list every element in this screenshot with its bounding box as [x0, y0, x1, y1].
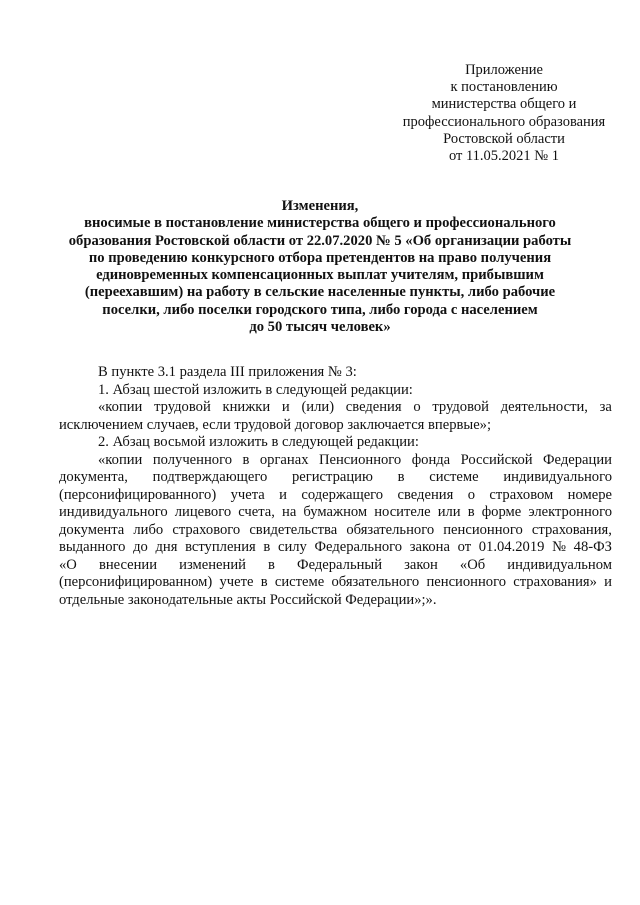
item2-quote-line [59, 469, 612, 487]
word: страхования, [531, 521, 612, 538]
word: бумажном [303, 504, 368, 520]
word: в [467, 504, 475, 520]
word: обязательного [331, 574, 420, 590]
item2-heading: 2. Абзац восьмой изложить в следующей редакции: [98, 434, 419, 450]
word: закон [404, 556, 438, 573]
word: Пенсионного [318, 451, 402, 468]
word: документа, [59, 469, 128, 485]
word: о [467, 486, 475, 503]
word: электронного [528, 504, 612, 520]
word: носителе [374, 504, 431, 520]
appendix-line: к постановлению [450, 79, 558, 96]
word: «Об [459, 556, 486, 573]
word: Федерации [543, 451, 612, 468]
word: от [457, 539, 472, 555]
word: внесении [98, 556, 158, 573]
word: либо [133, 521, 164, 538]
word: в [260, 574, 268, 590]
word: закона [409, 539, 450, 555]
item2-quote-line: отдельные законодательные акты Российской Федерации»;». [59, 591, 437, 608]
word: форме [481, 504, 522, 520]
item2-quote-line [59, 574, 612, 592]
word: страхования» [513, 574, 597, 590]
word: № [552, 539, 567, 555]
item2-quote-line [59, 539, 612, 557]
word: подтверждающего [152, 469, 268, 485]
word: Российской [460, 451, 533, 468]
item2-quote-line [59, 557, 612, 575]
word: до [133, 539, 148, 555]
item2-quote-line [59, 522, 612, 540]
word: выданного [59, 539, 126, 555]
word: и [281, 399, 290, 415]
word: «копии [98, 451, 143, 468]
appendix-line: профессионального образования [402, 113, 606, 130]
word: свидетельства [249, 521, 338, 538]
title-line: вносимые в постановление министерства общего и профессионального [84, 215, 556, 232]
word: в [397, 469, 405, 485]
word: сведения [345, 399, 402, 415]
item2-quote-line [59, 504, 612, 522]
appendix-block [380, 62, 628, 165]
title-line: до 50 тысяч человек» [249, 319, 391, 336]
word: Федерального [314, 539, 403, 555]
appendix-line: Ростовской области [443, 130, 565, 147]
document-body [59, 364, 612, 609]
word: за [599, 399, 612, 415]
title-line: единовременных компенсационных выплат учителям, прибывшим [96, 267, 544, 284]
appendix-date-line: от 11.05.2021 № 1 [448, 148, 560, 165]
word: полученного [152, 451, 232, 468]
word: и [279, 486, 287, 503]
item2-quote-line [59, 452, 612, 470]
word: счета, [238, 504, 275, 520]
item1-quote-line: исключением случаев, если трудовой договор заключается впервые»; [59, 416, 492, 433]
word: дня [155, 539, 178, 555]
word: вступления [185, 539, 256, 555]
word: страхового [172, 521, 241, 538]
word: учета [230, 486, 265, 503]
appendix-line: Приложение [465, 62, 543, 78]
word: или [437, 504, 461, 520]
title-line: поселки, либо поселки городского типа, либо города с населением [102, 301, 538, 318]
word: трудовой [432, 399, 489, 415]
word: системе [274, 574, 325, 590]
title-line: образования Ростовской области от 22.07.2020 № 5 «Об организации работы [68, 232, 572, 249]
word: (или) [301, 399, 335, 415]
word: в [242, 451, 250, 468]
word: в [263, 539, 271, 555]
title-line: (переехавшим) на работу в сельские населенные пункты, либо рабочие [84, 284, 556, 301]
appendix-line: министерства общего и [431, 96, 577, 113]
title-line: Изменения, [281, 198, 359, 214]
word: пенсионного [426, 574, 507, 590]
word: Федеральный [297, 556, 383, 573]
item2-quote-line [59, 487, 612, 505]
word: (персонифицированном) [59, 574, 213, 590]
item1-quote-line [59, 399, 612, 417]
word: сведения [397, 486, 454, 503]
word: индивидуального [503, 469, 612, 485]
word: номере [567, 486, 612, 503]
word: на [282, 504, 297, 520]
title-line: по проведению конкурсного отбора претендентов на право получения [88, 249, 552, 266]
intro-paragraph: В пункте 3.1 раздела III приложения № 3: [98, 364, 357, 380]
word: 48-ФЗ [573, 539, 612, 555]
word: страховом [489, 486, 554, 503]
word: и [604, 574, 612, 590]
word: (персонифицированного) [59, 486, 217, 503]
word: пенсионного [443, 521, 523, 538]
word: индивидуального [59, 504, 168, 520]
word: 01.04.2019 [478, 539, 545, 555]
word: лицевого [174, 504, 232, 520]
word: обязательного [346, 521, 435, 538]
word: документа [59, 521, 125, 538]
word: регистрацию [291, 469, 373, 485]
word: индивидуальном [507, 556, 612, 573]
word: содержащего [301, 486, 384, 503]
word: силу [277, 539, 307, 555]
word: учете [219, 574, 254, 590]
word: органах [259, 451, 309, 468]
document-title [40, 198, 600, 336]
word: системе [429, 469, 479, 485]
word: трудовой [154, 399, 211, 415]
word: деятельности, [500, 399, 588, 415]
word: книжки [222, 399, 271, 415]
word: «копии [98, 399, 143, 415]
word: изменений [179, 556, 246, 573]
word: фонда [411, 451, 451, 468]
item1-heading: 1. Абзац шестой изложить в следующей редакции: [98, 381, 413, 398]
word: в [268, 556, 275, 573]
word: «О [59, 556, 77, 573]
word: о [413, 399, 421, 415]
